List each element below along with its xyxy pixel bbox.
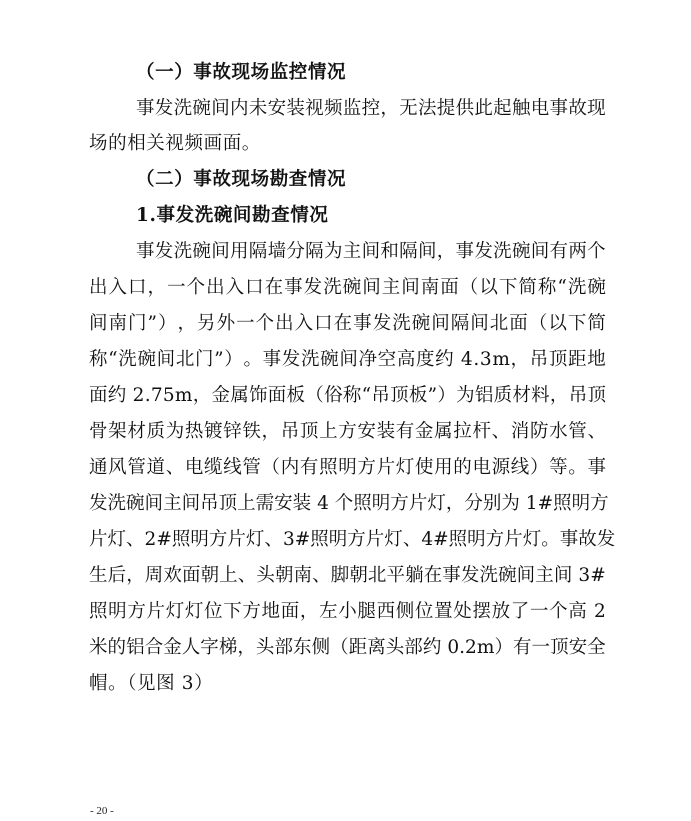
paragraph-line: 事 发 洗 碗 间 内 未 安 装 视 频 监 控 ， 无 法 提 供 此 起 触 电 事 故 现	[136, 98, 606, 119]
section-heading-monitoring: （一）事故现场监控情况	[136, 62, 347, 83]
paragraph-line: 生 后 ， 周 欢 面 朝 上 、 头 朝 南 、 脚 朝 北 平 躺 在 事 发 洗 碗 间 主 间 3 #	[89, 565, 606, 586]
paragraph-line: 面 约 2 . 7 5 m ， 金 属 饰 面 板 （ 俗 称 “ 吊 顶 板 ” ） 为 铝 质 材 料 ， 吊 顶	[89, 385, 606, 406]
page-number: - 20 -	[90, 805, 114, 817]
paragraph-line: 称 “ 洗 碗 间 北 门 ” ） 。 事 发 洗 碗 间 净 空 高 度 约 4 . 3 m ， 吊 顶 距 地	[89, 349, 606, 370]
paragraph-line: 事 发 洗 碗 间 用 隔 墙 分 隔 为 主 间 和 隔 间 ， 事 发 洗 碗 间 有 两 个	[136, 241, 606, 262]
paragraph-line: 间 南 门 ” ） ， 另 外 一 个 出 入 口 在 事 发 洗 碗 间 隔 间 北 面 （ 以 下 简	[89, 313, 606, 334]
paragraph-line: 照 明 方 片 灯 灯 位 下 方 地 面 ， 左 小 腿 西 侧 位 置 处 摆 放 了 一 个 高 2	[89, 601, 606, 622]
paragraph-line: 帽。（见图 3）	[89, 673, 214, 694]
paragraph-line: 发 洗 碗 间 主 间 吊 顶 上 需 安 装 4 个 照 明 方 片 灯 ， 分 别 为 1 # 照 明 方	[89, 493, 609, 514]
paragraph-line: 米 的 铝 合 金 人 字 梯 ， 头 部 东 侧 （ 距 离 头 部 约 0 . 2 m ） 有 一 顶 安 全	[89, 637, 606, 658]
paragraph-line: 片 灯 、 2 # 照 明 方 片 灯 、 3 # 照 明 方 片 灯 、 4 # 照 明 方 片 灯 。 事 故 发	[89, 529, 616, 550]
subsection-heading: 1.事发洗碗间勘查情况	[136, 205, 329, 226]
section-heading-survey: （二）事故现场勘查情况	[136, 169, 347, 190]
paragraph-line: 通 风 管 道 、 电 缆 线 管 （ 内 有 照 明 方 片 灯 使 用 的 电 源 线 ） 等 。 事	[89, 457, 606, 478]
paragraph-line: 出 入 口 ， 一 个 出 入 口 在 事 发 洗 碗 间 主 间 南 面 （ 以 下 简 称 “ 洗 碗	[89, 277, 606, 298]
paragraph-line: 场的相关视频画面。	[89, 133, 261, 154]
paragraph-line: 骨 架 材 质 为 热 镀 锌 铁 ， 吊 顶 上 方 安 装 有 金 属 拉 杆 、 消 防 水 管 、	[89, 421, 606, 442]
